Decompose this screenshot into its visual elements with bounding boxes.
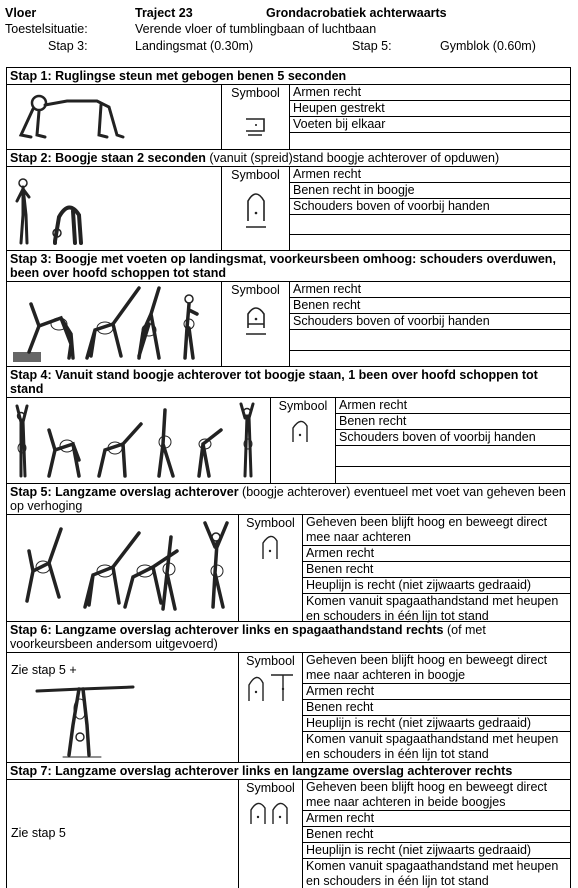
step-3-illustration [7,282,222,366]
criterion: Heuplijn is recht (niet zijwaarts gedraaid) [303,716,570,732]
criterion-empty [290,133,570,149]
step-7 [7,763,570,888]
walkover-sequence-figure [9,284,219,364]
criteria-list [290,282,570,366]
criterion: Benen recht in boogje [290,183,570,199]
criterion-empty [290,330,570,351]
situatie-label: Toestelsituatie: [5,22,88,36]
criterion-empty [336,467,570,483]
criterion-empty [290,351,570,366]
symbol-icon [257,531,285,563]
step-5 [7,484,570,622]
stap3-label: Stap 3: [48,39,88,53]
symbol-cell: Symbool [239,780,303,888]
criterion: Geheven been blijft hoog en beweegt direct mee naar achteren in beide boogjes [303,780,570,811]
stap5-value: Gymblok (0.60m) [440,39,536,53]
criterion: Schouders boven of voorbij handen [336,430,570,446]
step-title: Stap 6: Langzame overslag achterover links en spagaathandstand rechts (of met voorkeursbeen andersom uitgevoerd) [7,622,570,653]
page-title: Grondacrobatiek achterwaarts [266,6,447,20]
criteria-list [303,515,570,621]
criterion: Geheven been blijft hoog en beweegt direct mee naar achteren [303,515,570,546]
criterion: Benen recht [303,700,570,716]
step-4-illustration [7,398,271,483]
criterion: Benen recht [303,827,570,843]
step-title: Stap 5: Langzame overslag achterover (boogje achterover) eventueel met voet van geheven been op verhoging [7,484,570,515]
step-1 [7,68,570,150]
symbol-cell: Symbool [271,398,336,483]
symbol-cell: Symbool [222,85,290,149]
criterion: Komen vanuit spagaathandstand met heupen en schouders in één lijn tot stand [306,732,559,761]
criterion: Armen recht [303,811,570,827]
traject-label: Traject 23 [135,6,193,20]
criterion-empty [290,235,570,250]
criterion: Armen recht [290,167,570,183]
criterion: Schouders boven of voorbij handen [290,314,570,330]
step-2 [7,150,570,251]
criterion: Armen recht [290,282,570,298]
criterion: Benen recht [303,562,570,578]
symbol-icon [238,105,274,141]
symbol-icon [240,300,272,338]
step-title: Stap 3: Boogje met voeten op landingsmat, voorkeursbeen omhoog: schouders overduwen, been over hoofd schoppen tot stand [7,251,570,282]
situatie-value: Verende vloer of tumblingbaan of luchtbaan [135,22,377,36]
criteria-list [336,398,570,483]
criterion: Heuplijn is recht (niet zijwaarts gedraaid) [303,843,570,859]
walkover-sequence-figure [9,400,269,480]
step-6 [7,622,570,763]
bridge-figure [13,171,103,247]
stap3-value: Landingsmat (0.30m) [135,39,254,53]
criterion: Armen recht [336,398,570,414]
step-title: Stap 4: Vanuit stand boogje achterover tot boogje staan, 1 been over hoofd schoppen tot stand [7,367,570,398]
criteria-list [303,780,570,888]
symbol-icon [240,187,272,231]
discipline-label: Vloer [5,6,37,20]
criteria-list [303,653,570,762]
criterion: Schouders boven of voorbij handen [290,199,570,215]
criterion: Armen recht [303,546,570,562]
step-7-illustration [7,780,239,888]
step-6-illustration [7,653,239,762]
criterion: Heuplijn is recht (niet zijwaarts gedraaid) [303,578,570,594]
criterion: Geheven been blijft hoog en beweegt direct mee naar achteren in boogje [303,653,570,684]
symbol-icon [245,671,297,705]
step-5-illustration [7,515,239,621]
criterion: Heupen gestrekt [290,101,570,117]
step-7-note: Zie stap 5 [11,826,66,840]
stap5-label: Stap 5: [352,39,392,53]
step-1-illustration [7,85,222,149]
symbol-icon [247,798,295,828]
symbol-cell: Symbool [239,653,303,762]
symbol-cell: Symbool [239,515,303,621]
bridge-support-figure [17,91,127,143]
symbol-cell: Symbool [222,282,290,366]
step-title: Stap 1: Ruglingse steun met gebogen benen 5 seconden [7,68,570,85]
step-3 [7,251,570,367]
step-4 [7,367,570,484]
criterion: Benen recht [336,414,570,430]
criteria-list [290,85,570,149]
walkover-sequence-figure [9,517,237,617]
step-title: Stap 7: Langzame overslag achterover links en langzame overslag achterover rechts [7,763,570,780]
steps-table [6,67,571,888]
criterion: Komen vanuit spagaathandstand met heupen en schouders in één lijn tot stand [306,859,559,888]
criterion-empty [336,446,570,467]
step-2-illustration [7,167,222,250]
criterion: Komen vanuit spagaathandstand met heupen en schouders in één lijn tot stand [306,594,559,623]
criterion: Armen recht [303,684,570,700]
criterion: Benen recht [290,298,570,314]
step-6-note: Zie stap 5 + [11,663,77,677]
symbol-cell: Symbool [222,167,290,250]
step-title: Stap 2: Boogje staan 2 seconden (vanuit (spreid)stand boogje achterover of opduwen) [7,150,570,167]
split-handstand-figure [33,675,143,759]
symbol-icon [287,416,315,446]
criterion: Armen recht [290,85,570,101]
criteria-list [290,167,570,250]
criterion: Voeten bij elkaar [290,117,570,133]
criterion-empty [290,215,570,235]
